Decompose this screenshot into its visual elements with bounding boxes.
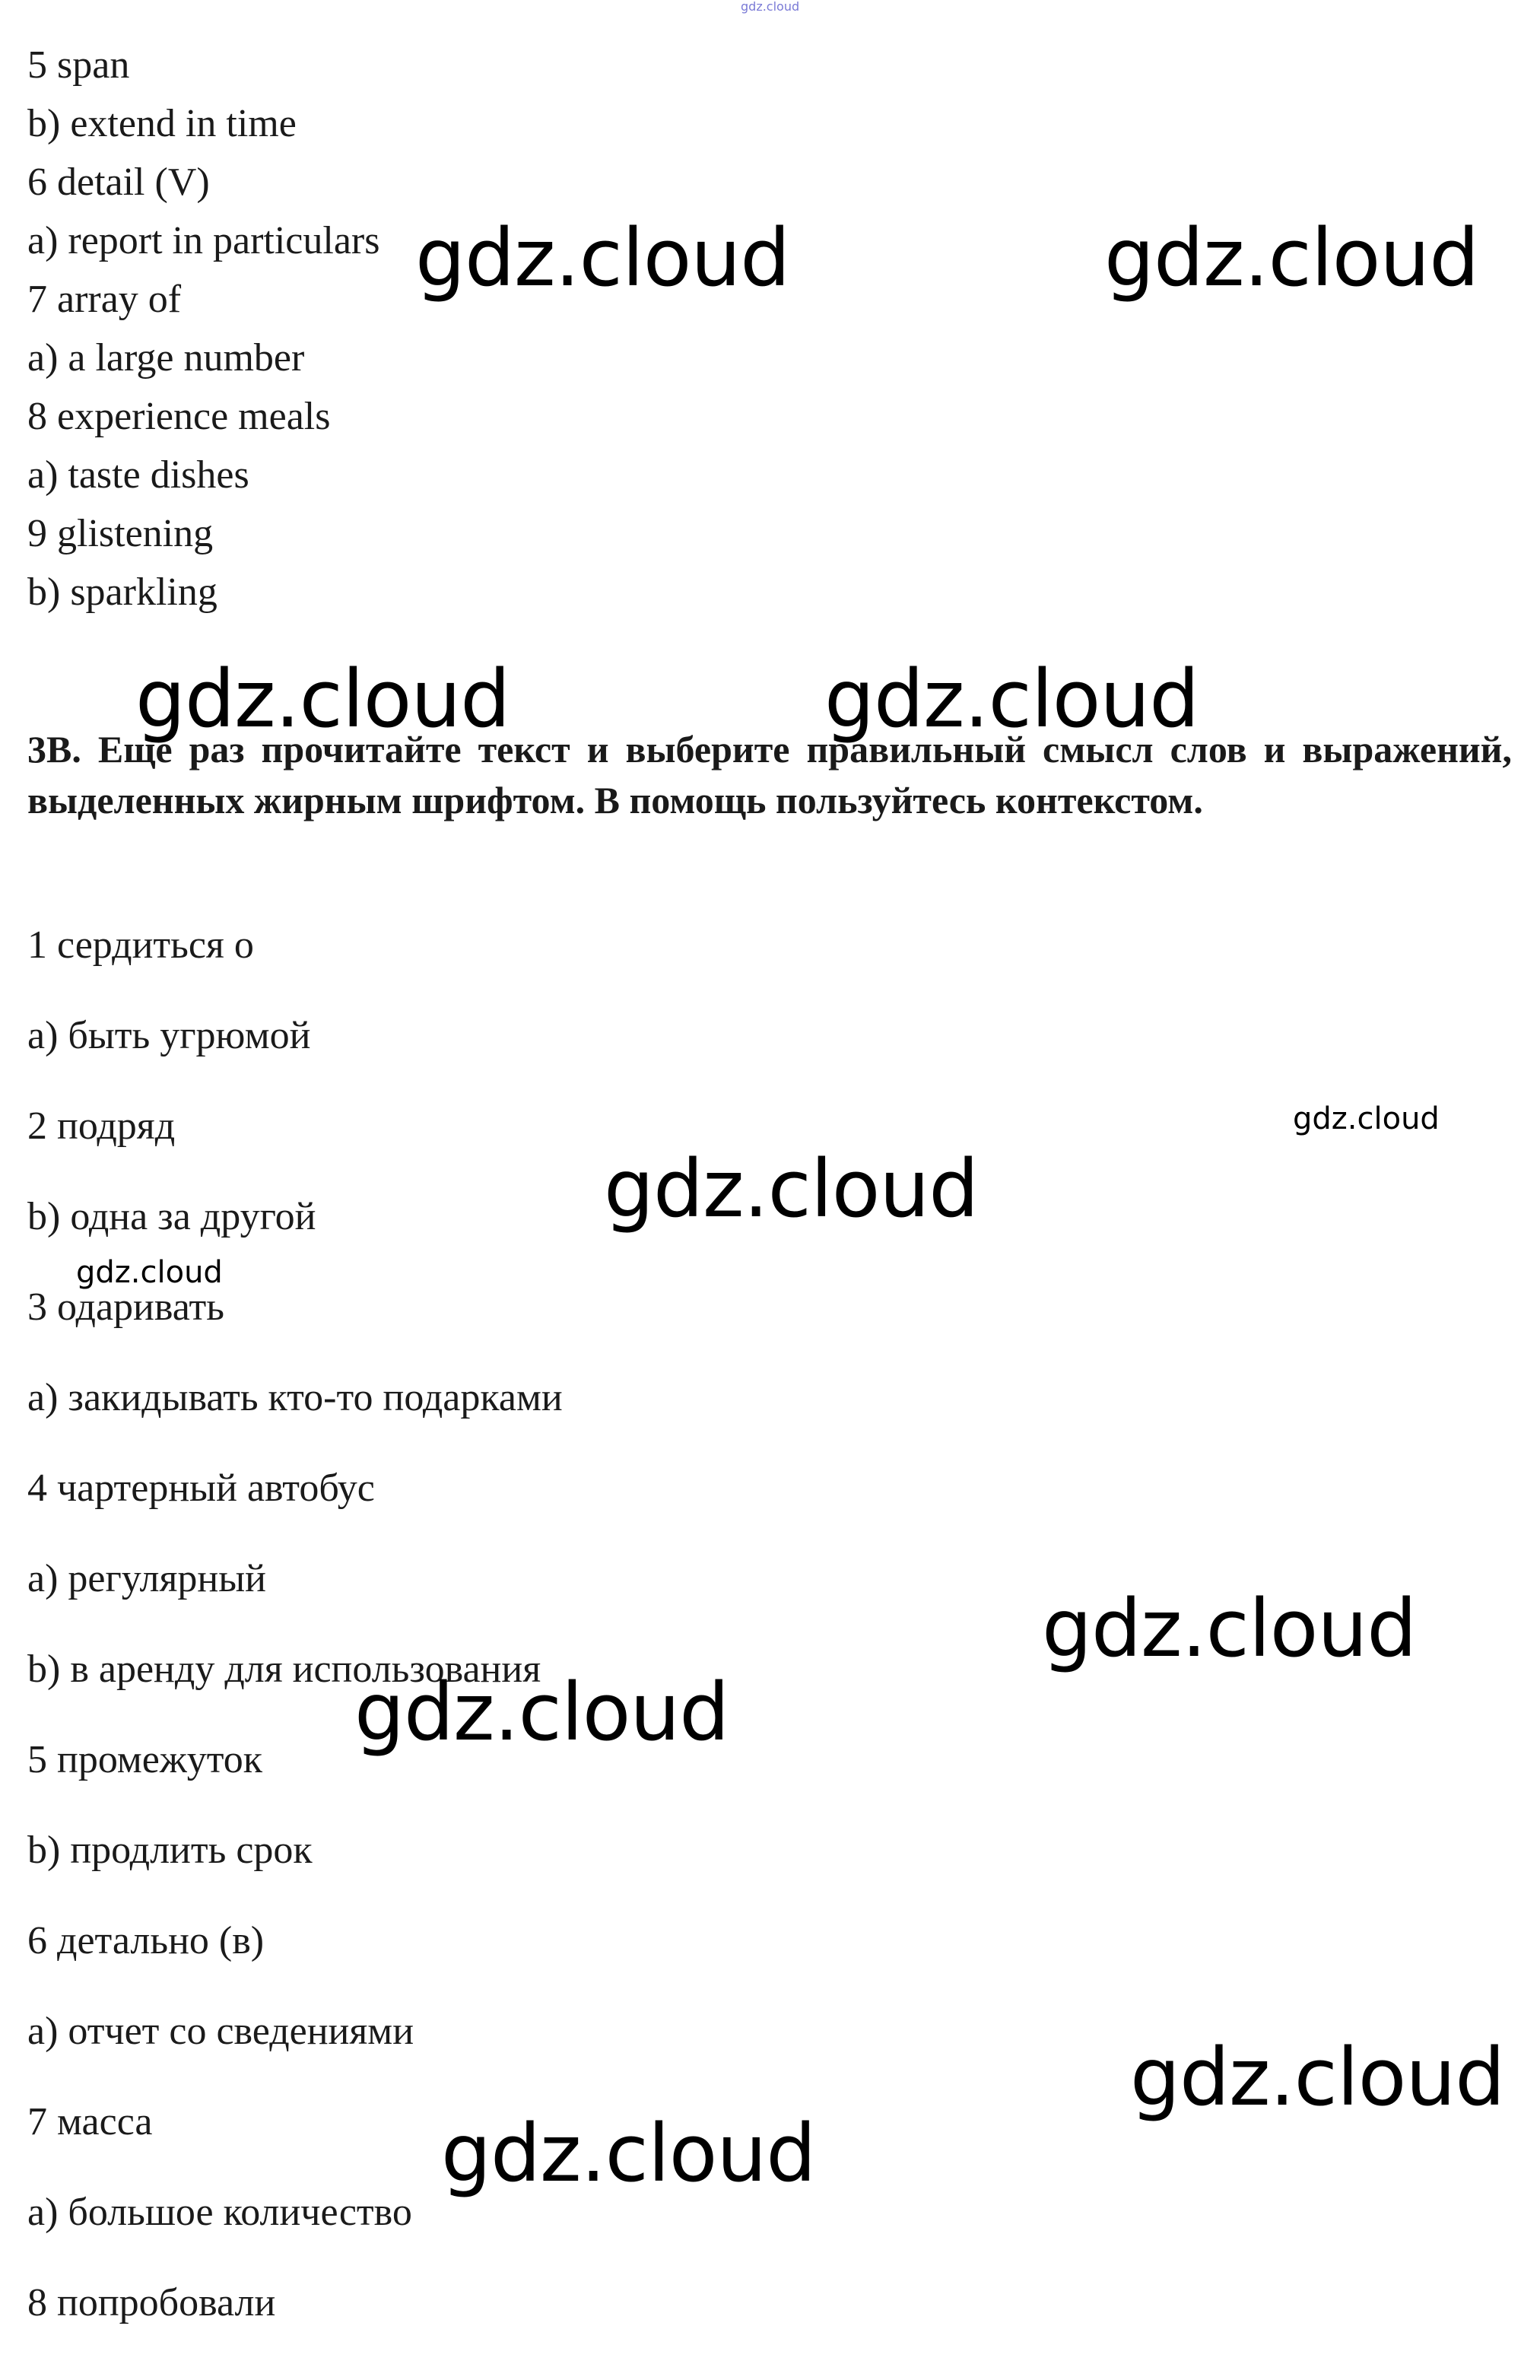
list-item: а) быть угрюмой [27,1014,311,1057]
top-watermark: gdz.cloud [741,0,800,14]
watermark: gdz.cloud [354,1666,729,1759]
list-item: 5 промежуток [27,1738,263,1781]
list-item: 6 детально (в) [27,1919,265,1962]
watermark: gdz.cloud [1042,1582,1417,1675]
list-item: a) taste dishes [27,453,249,497]
list-item: 8 experience meals [27,395,331,438]
list-item: 2 подряд [27,1104,176,1148]
list-item: а) большое количество [27,2191,412,2234]
list-item: 4 чартерный автобус [27,1466,375,1510]
list-item: b) в аренду для использования [27,1648,541,1691]
list-item: 6 detail (V) [27,160,210,204]
watermark: gdz.cloud [441,2107,816,2200]
list-item: а) закидывать кто-то подарками [27,1376,563,1419]
list-item: b) extend in time [27,102,297,145]
list-item: a) report in particulars [27,219,380,262]
watermark: gdz.cloud [76,1255,223,1290]
list-item: 9 glistening [27,512,214,555]
list-item: 7 масса [27,2100,153,2143]
list-item: a) a large number [27,336,305,380]
list-item: а) регулярный [27,1557,266,1600]
exercise-heading: 3B. Еще раз прочитайте текст и выберите правильный смысл слов и выражений, выделенных жирным шрифтом. В помощь пользуйтесь контекстом. [27,728,1512,821]
list-item: а) отчет со сведениями [27,2010,414,2053]
watermark: gdz.cloud [135,653,510,745]
list-item: 7 array of [27,278,182,321]
list-item: b) продлить срок [27,1829,313,1872]
watermark: gdz.cloud [1130,2031,1505,2124]
list-item: 8 попробовали [27,2281,276,2324]
watermark: gdz.cloud [415,211,790,304]
watermark: gdz.cloud [824,653,1199,745]
list-item: b) sparkling [27,570,218,614]
watermark: gdz.cloud [604,1142,979,1235]
list-item: 3 одаривать [27,1285,224,1329]
list-item: 5 span [27,43,130,87]
watermark: gdz.cloud [1104,211,1479,304]
list-item: b) одна за другой [27,1195,316,1238]
watermark: gdz.cloud [1293,1101,1440,1136]
list-item: 1 сердиться о [27,923,254,967]
